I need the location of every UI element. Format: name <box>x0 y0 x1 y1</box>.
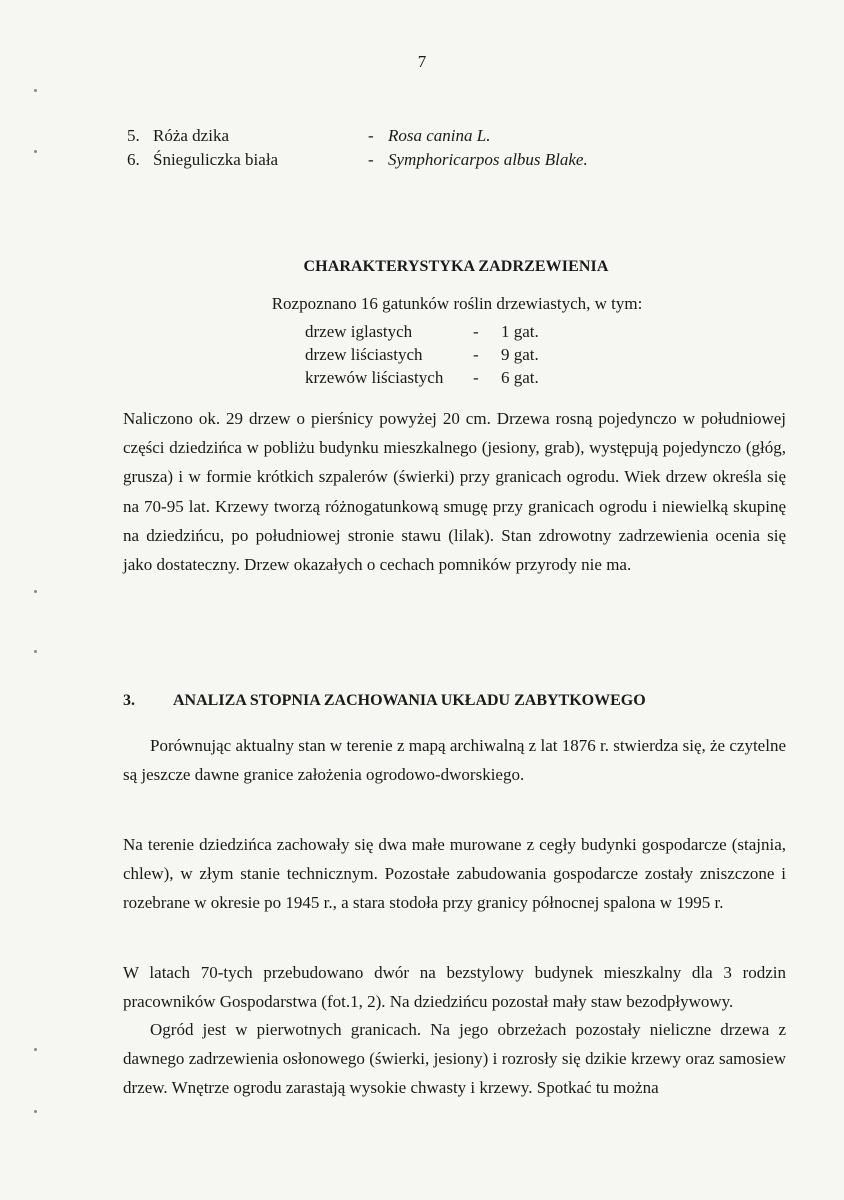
species-polish-name: Śnieguliczka biała <box>153 150 279 169</box>
body-paragraph: Ogród jest w pierwotnych granicach. Na jego obrzeżach pozostały nieliczne drzewa z dawnego zadrzewienia osłonowego (świerki, jesiony) i rozrosły się dzikie krzewy oraz samosiew drzew. Wnętrze ogrodu zarastają wysokie chwasty i krzewy. Spotkać tu można <box>123 1020 786 1098</box>
characteristics-paragraph: Naliczono ok. 29 drzew o pierśnicy powyżej 20 cm. Drzewa rosną pojedynczo w południowej części dziedzińca w pobliżu budynku mieszkalnego (jesiony, grab), występują pojedynczo (głóg, grusza) i w formie krótkich szpalerów (świerki) przy granicach ogrodu. Wiek drzew określa się na 70-95 lat. Krzewy tworzą różnogatunkową smugę przy granicach ogrodu i niewielką skupinę na dziedzińcu, po południowej stronie stawu (lilak). Stan zdrowotny zadrzewienia ocenia się jako dostateczny. Drzew okazałych o cechach pomników przyrody nie ma. <box>123 409 786 575</box>
species-number: 6. <box>127 150 140 169</box>
species-dash: - <box>368 150 374 169</box>
section-heading <box>123 692 646 710</box>
scan-speck <box>34 150 37 153</box>
section-title: ANALIZA STOPNIA ZACHOWANIA UKŁADU ZABYTKOWEGO <box>173 692 646 709</box>
species-dash: - <box>368 126 374 145</box>
count-label: krzewów liściastych <box>305 368 444 387</box>
species-counts <box>305 320 539 389</box>
body-paragraph: Na terenie dziedzińca zachowały się dwa małe murowane z cegły budynki gospodarcze (stajnia, chlew), w złym stanie technicznym. Pozostałe zabudowania gospodarcze zostały zniszczone i rozebrane w okresie po 1945 r., a stara stodoła przy granicy północnej spalona w 1995 r. <box>123 835 786 913</box>
species-list <box>127 124 777 172</box>
count-label: drzew iglastych <box>305 322 413 341</box>
species-polish-name: Róża dzika <box>153 126 229 145</box>
count-row <box>305 320 539 343</box>
count-value: 9 gat. <box>501 345 539 364</box>
body-paragraph: W latach 70-tych przebudowano dwór na bezstylowy budynek mieszkalny dla 3 rodzin pracowników Gospodarstwa (fot.1, 2). Na dziedzińcu pozostał mały staw bezodpływowy. <box>123 963 786 1012</box>
species-item <box>127 124 777 148</box>
count-dash: - <box>473 368 479 387</box>
characteristics-title: CHARAKTERYSTYKA ZADRZEWIENIA <box>303 258 609 275</box>
species-item <box>127 148 777 172</box>
section-number: 3. <box>123 692 135 709</box>
count-dash: - <box>473 322 479 341</box>
species-latin-name: Symphoricarpos albus Blake. <box>388 150 588 169</box>
body-paragraph: Porównując aktualny stan w terenie z mapą archiwalną z lat 1876 r. stwierdza się, że czytelne są jeszcze dawne granice założenia ogrodowo-dworskiego. <box>123 736 786 785</box>
count-label: drzew liściastych <box>305 345 423 364</box>
count-row <box>305 366 539 389</box>
characteristics-intro: Rozpoznano 16 gatunków roślin drzewiastych, w tym: <box>271 294 643 313</box>
scan-speck <box>34 89 37 92</box>
scan-speck <box>34 1048 37 1051</box>
scan-speck <box>34 1110 37 1113</box>
scan-speck <box>34 650 37 653</box>
species-latin-name: Rosa canina L. <box>388 126 491 145</box>
scan-speck <box>34 590 37 593</box>
species-number: 5. <box>127 126 140 145</box>
count-value: 6 gat. <box>501 368 539 387</box>
page-number: 7 <box>417 52 427 71</box>
count-dash: - <box>473 345 479 364</box>
count-row <box>305 343 539 366</box>
count-value: 1 gat. <box>501 322 539 341</box>
